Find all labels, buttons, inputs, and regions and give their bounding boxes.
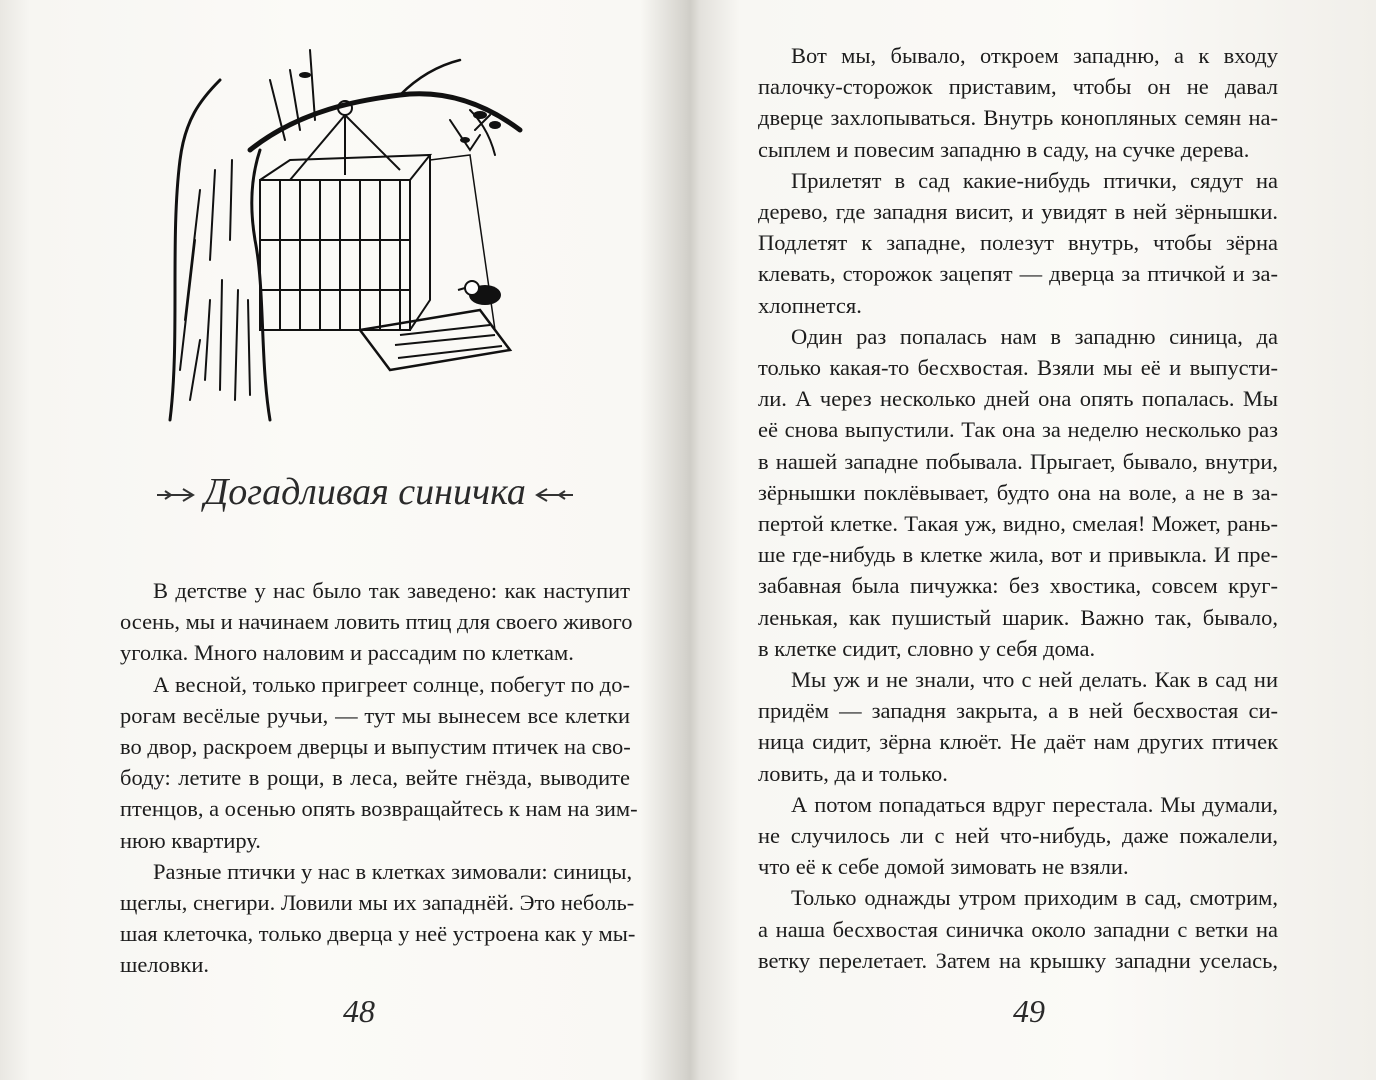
text-line: в нашей западне побывала. Прыгает, бывало, внутри,: [758, 448, 1278, 474]
left-ornament-icon: [155, 485, 195, 505]
text-line: что её к себе домой зимовать не взяли.: [758, 854, 1129, 880]
text-line: Подлетят к западне, полезут внутрь, чтобы зёрна: [758, 230, 1278, 256]
text-line: палочку-сторожок приставим, чтобы он не давал: [758, 74, 1278, 100]
right-page-text: [758, 40, 1278, 976]
text-line: а наша бесхвостая синичка около западни с ветки на: [758, 916, 1278, 942]
text-line: ли. А через несколько дней она опять попалась. Мы: [758, 386, 1278, 412]
text-line: шая клеточка, только дверца у неё устроена как у мы-: [120, 921, 636, 947]
text-line: Один раз попалась нам в западню синица, да: [791, 323, 1278, 349]
text-line: птенцов, а осенью опять возвращайтесь к нам на зим-: [120, 796, 638, 822]
text-line: Прилетят в сад какие-нибудь птички, сядут на: [791, 167, 1278, 193]
right-page: [688, 0, 1376, 1080]
text-line: ленькая, как пушистый шарик. Важно так, бывало,: [758, 604, 1278, 630]
text-line: Разные птички у нас в клетках зимовали: синицы,: [153, 858, 633, 884]
text-line: во двор, раскроем дверцы и выпустим птичек на сво-: [120, 734, 631, 760]
text-line: не случилось ли с ней что-нибудь, даже пожалели,: [758, 823, 1278, 849]
text-line: уголка. Много наловим и рассадим по клеткам.: [120, 640, 574, 666]
text-line: в клетке сидит, словно у себя дома.: [758, 635, 1096, 661]
text-line: пертой клетке. Такая уж, видно, смелая! Может, рань-: [758, 511, 1278, 537]
text-line: зёрнышки поклёвывает, будто она на воле, а не в за-: [758, 479, 1278, 505]
story-title: [120, 470, 610, 514]
left-page-text: [120, 575, 638, 981]
text-line: клевать, сторожок зацепят — дверца за птичкой и за-: [758, 261, 1278, 287]
text-line: шеловки.: [120, 952, 210, 978]
page-number: 48: [343, 993, 375, 1029]
text-line: ница сидит, зёрна клюёт. Не даёт нам других птичек: [758, 729, 1278, 755]
text-line: А потом попадаться вдруг перестала. Мы думали,: [791, 791, 1278, 817]
text-line: рогам весёлые ручьи, — тут мы вынесем все клетки: [120, 702, 630, 728]
bird-trap-illustration: [150, 40, 550, 440]
text-line: ветку перелетает. Затем на крышку западни уселась,: [758, 947, 1278, 973]
page-number: 49: [1013, 993, 1045, 1029]
text-line: В детстве у нас было так заведено: как наступит: [153, 578, 630, 603]
text-line: хлопнется.: [758, 292, 862, 318]
text-line: её снова выпустили. Так она за неделю несколько раз: [758, 417, 1278, 443]
text-line: дверце захлопываться. Внутрь конопляных семян на-: [758, 105, 1278, 131]
text-line: Мы уж и не знали, что с ней делать. Как в сад ни: [791, 667, 1278, 693]
text-line: сыплем и повесим западню в саду, на сучке дерева.: [758, 136, 1250, 162]
text-line: Только однажды утром приходим в сад, смотрим,: [791, 885, 1278, 911]
text-line: осень, мы и начинаем ловить птиц для своего живого: [120, 609, 633, 635]
text-line: Вот мы, бывало, откроем западню, а к входу: [791, 43, 1278, 68]
text-line: щеглы, снегири. Ловили мы их западнёй. Это неболь-: [120, 890, 635, 916]
text-line: придём — западня закрыта, а в ней бесхвостая си-: [758, 698, 1278, 724]
text-line: ловить, да и только.: [758, 760, 948, 786]
title-text: Догадливая синичка: [204, 471, 526, 513]
text-line: ше где-нибудь в клетке жила, вот и привыкла. И пре-: [758, 542, 1278, 568]
text-line: забавная была пичужка: без хвостика, совсем круг-: [758, 573, 1278, 599]
text-line: А весной, только пригреет солнце, побегут по до-: [153, 671, 630, 697]
text-line: дерево, где западня висит, и увидят в ней зёрнышки.: [758, 199, 1278, 225]
text-line: только какая-то бесхвостая. Взяли мы её и выпусти-: [758, 355, 1278, 381]
right-ornament-icon: [535, 485, 575, 505]
text-line: боду: летите в рощи, в леса, вейте гнёзда, выводите: [120, 765, 630, 791]
text-line: нюю квартиру.: [120, 827, 261, 853]
